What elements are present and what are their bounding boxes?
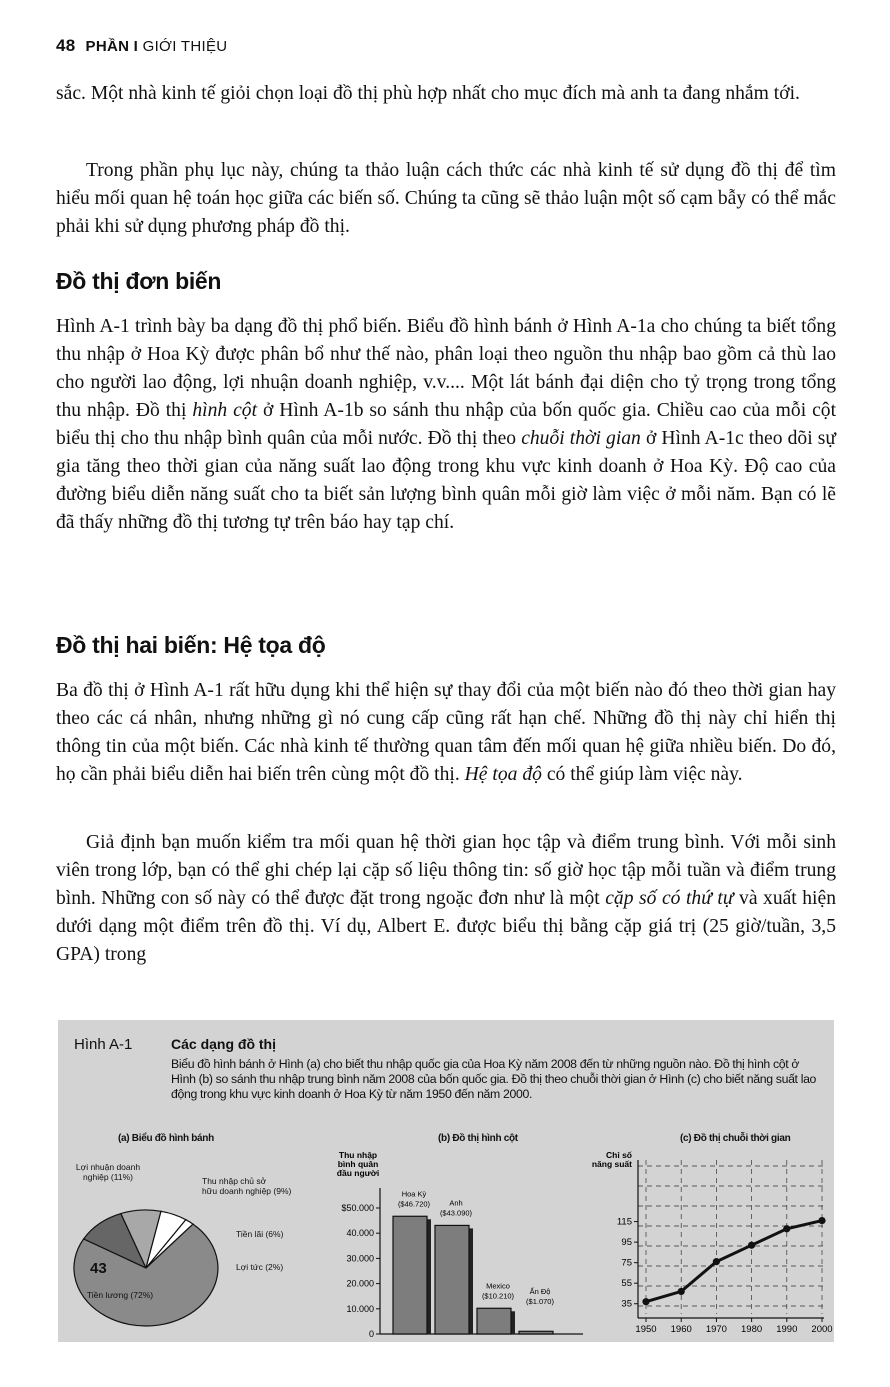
bar-y-tick-label: 30.000 [346, 1253, 374, 1264]
bar-value-label: ($43.090) [439, 1208, 473, 1218]
line-point [748, 1242, 755, 1249]
line-y-axis-label: Chỉ số năng suất [591, 1150, 632, 1169]
bar-chart [318, 1148, 588, 1338]
paragraph-4: Ba đồ thị ở Hình A-1 rất hữu dụng khi thể hiện sự thay đổi của một biến nào đó theo thời gian hay theo các cá nhân, nhưng những gì nó cung cấp cũng rất hạn chế. Những đồ thị này chỉ hiển thị thông tin của một biến. Các nhà kinh tế thường quan tâm đến mối quan hệ giữa nhiều biến. Do đó, họ cần phải biểu diễn hai biến trên cùng một đồ thị. Hệ tọa độ có thể giúp làm việc này. [56, 680, 836, 785]
page-header [56, 36, 227, 56]
line-x-tick-label: 1950 [635, 1324, 657, 1335]
bar-value-label: ($1.070) [526, 1297, 554, 1306]
bar-value-label: ($10.210) [481, 1291, 515, 1301]
figure-label: Hình A-1 [74, 1036, 133, 1053]
bar-category-label: Anh [449, 1198, 463, 1208]
subtitle-bar: (b) Đồ thị hình cột [438, 1133, 518, 1144]
heading-single-variable: Đồ thị đơn biến [56, 268, 222, 294]
pie-slice-label: Thu nhập chủ sở hữu doanh nghiệp (9%) [202, 1176, 292, 1196]
bar [435, 1225, 469, 1334]
page-number: 48 [56, 36, 76, 55]
line-point [818, 1217, 825, 1224]
bar-category-label: Ấn Độ [529, 1287, 551, 1296]
line-x-tick-label: 1990 [776, 1324, 798, 1335]
line-chart [588, 1148, 838, 1338]
figure-a1 [58, 1020, 834, 1342]
figure-title: Các dạng đồ thị [171, 1036, 276, 1052]
pie-chart [68, 1148, 318, 1338]
line-x-tick-label: 1980 [741, 1324, 763, 1335]
pie-center-label: 43 [90, 1260, 107, 1277]
bar [477, 1308, 511, 1334]
section-title: GIỚI THIỆU [142, 38, 228, 55]
line-point [678, 1288, 685, 1295]
bar-y-tick-label: 20.000 [346, 1278, 374, 1289]
bar-y-tick-label: 0 [368, 1329, 374, 1338]
line-y-tick-label: 55 [621, 1278, 632, 1290]
paragraph-2: Trong phần phụ lục này, chúng ta thảo luận cách thức các nhà kinh tế sử dụng đồ thị để tìm hiểu mối quan hệ toán học giữa các biến số. Chúng ta cũng sẽ thảo luận một số cạm bẫy có thể mắc phải khi sử dụng phương pháp đồ thị. [56, 160, 836, 237]
bar [519, 1331, 553, 1334]
paragraph-1: sắc. Một nhà kinh tế giỏi chọn loại đồ thị phù hợp nhất cho mục đích mà anh ta đang nhắm tới. [56, 83, 800, 104]
line-y-tick-label: 75 [621, 1257, 632, 1269]
bar-category-label: Hoa Kỳ [401, 1189, 427, 1199]
part-label: PHẦN I [85, 38, 139, 55]
bar-y-axis-label: Thu nhập bình quân đầu người [336, 1150, 380, 1178]
subtitle-line: (c) Đồ thị chuỗi thời gian [680, 1133, 791, 1144]
pie-slice-label: Tiền lãi (6%) [236, 1229, 284, 1239]
bar [393, 1216, 427, 1334]
figure-caption: Biểu đồ hình bánh ở Hình (a) cho biết thu nhập quốc gia của Hoa Kỳ năm 2008 đến từ những nguồn nào. Đồ thị hình cột ở Hình (b) so sánh thu nhập trung bình năm 2008 của bốn quốc gia. Đồ thị theo chuỗi thời gian ở Hình (c) cho biết năng suất lao động trong khu vực kinh doanh ở Hoa Kỳ từ năm 1950 đến năm 2000. [171, 1057, 817, 1101]
line-x-tick-label: 2000 [811, 1324, 833, 1335]
line-x-tick-label: 1960 [670, 1324, 692, 1335]
line-point [642, 1298, 649, 1305]
pie-slice-label: Lợi nhuận doanh nghiệp (11%) [75, 1162, 141, 1182]
paragraph-5: Giả định bạn muốn kiểm tra mối quan hệ thời gian học tập và điểm trung bình. Với mỗi sinh viên trong lớp, bạn có thể ghi chép lại cặp số liệu thông tin: số giờ học tập mỗi tuần và điểm trung bình. Những con số này có thể được đặt trong ngoặc đơn như là một cặp số có thứ tự và xuất hiện dưới dạng một điểm trên đồ thị. Ví dụ, Albert E. được biểu thị bằng cặp giá trị (25 giờ/tuần, 3,5 GPA) trong [56, 832, 836, 965]
pie-slice-label: Tiền lương (72%) [86, 1290, 154, 1300]
pie-slice-label: Lợi tức (2%) [236, 1262, 284, 1272]
line-y-tick-label: 115 [616, 1216, 632, 1228]
heading-two-variables: Đồ thị hai biến: Hệ tọa độ [56, 632, 326, 658]
bar-y-tick-label: 10.000 [346, 1303, 374, 1314]
bar-y-tick-label: 40.000 [346, 1228, 374, 1239]
bar-y-tick-label: $50.000 [341, 1203, 374, 1213]
line-y-tick-label: 35 [621, 1298, 632, 1310]
bar-value-label: ($46.720) [397, 1199, 431, 1209]
line-point [713, 1258, 720, 1265]
line-point [783, 1225, 790, 1232]
line-x-tick-label: 1970 [705, 1324, 727, 1335]
line-y-tick-label: 95 [621, 1237, 632, 1249]
bar-category-label: Mexico [486, 1281, 510, 1291]
paragraph-3: Hình A-1 trình bày ba dạng đồ thị phổ biến. Biểu đồ hình bánh ở Hình A-1a cho chúng ta biết tổng thu nhập ở Hoa Kỳ được phân bổ như thế nào, phân loại theo nguồn thu nhập bao gồm cả thù lao cho người lao động, lợi nhuận doanh nghiệp, v.v.... Một lát bánh đại diện cho tỷ trọng trong tổng thu nhập. Đồ thị hình cột ở Hình A-1b so sánh thu nhập của bốn quốc gia. Chiều cao của mỗi cột biểu thị cho thu nhập bình quân của mỗi nước. Đồ thị theo chuỗi thời gian ở Hình A-1c theo dõi sự gia tăng theo thời gian của năng suất lao động trong khu vực kinh doanh ở Hoa Kỳ. Độ cao của đường biểu diễn năng suất cho ta biết sản lượng bình quân mỗi giờ làm việc ở mỗi năm. Bạn có lẽ đã thấy những đồ thị tương tự trên báo hay tạp chí. [56, 316, 837, 533]
subtitle-pie: (a) Biểu đồ hình bánh [118, 1133, 214, 1144]
line-series [646, 1221, 822, 1302]
